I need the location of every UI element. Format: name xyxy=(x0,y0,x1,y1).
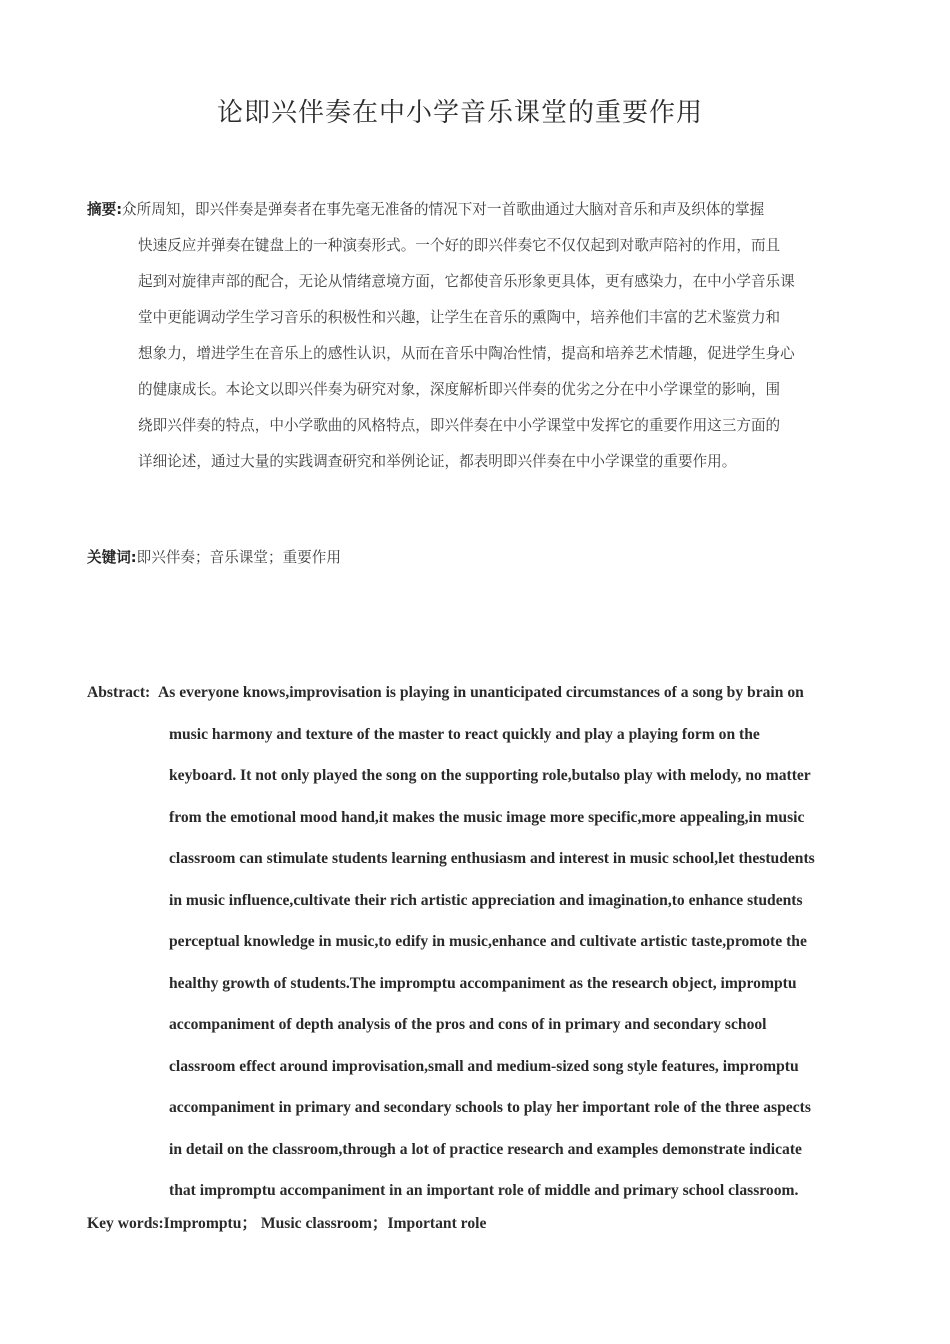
english-keywords-label: Key words: xyxy=(87,1215,164,1232)
english-abstract-line: accompaniment of depth analysis of the pros and cons of in primary and secondary school xyxy=(169,1016,767,1033)
paper-title: 论即兴伴奏在中小学音乐课堂的重要作用 xyxy=(216,98,703,128)
english-abstract-first-line: As everyone knows,improvisation is playing in unanticipated circumstances of a song by brain on xyxy=(158,684,804,701)
chinese-abstract-line: 详细论述，通过大量的实践调查研究和举例论证，都表明即兴伴奏在中小学课堂的重要作用。 xyxy=(138,453,737,470)
english-keywords-text: Impromptu； Music classroom；Important role xyxy=(163,1215,487,1232)
chinese-keywords-label: 关键词: xyxy=(87,549,137,566)
chinese-abstract-line: 想象力，增进学生在音乐上的感性认识，从而在音乐中陶冶性情，提高和培养艺术情趣，促进学生身心 xyxy=(138,345,795,362)
english-abstract-line: in music influence,cultivate their rich artistic appreciation and imagination,to enhance students xyxy=(169,891,803,909)
chinese-abstract-first-line: 众所周知，即兴伴奏是弹奏者在事先毫无准备的情况下对一首歌曲通过大脑对音乐和声及织体的掌握 xyxy=(122,201,765,218)
english-keywords xyxy=(87,1212,867,1236)
english-abstract-line: accompaniment in primary and secondary schools to play her important role of the three aspects xyxy=(169,1099,811,1116)
english-abstract xyxy=(87,672,867,1212)
english-abstract-line: healthy growth of students.The impromptu accompaniment as the research object, impromptu xyxy=(169,974,797,992)
english-abstract-line: classroom can stimulate students learning enthusiasm and interest in music school,let thestudents xyxy=(169,850,815,867)
english-abstract-line: that impromptu accompaniment in an important role of middle and primary school classroom. xyxy=(169,1182,799,1199)
chinese-abstract-line: 堂中更能调动学生学习音乐的积极性和兴趣，让学生在音乐的熏陶中，培养他们丰富的艺术鉴赏力和 xyxy=(138,309,781,326)
chinese-abstract-line: 快速反应并弹奏在键盘上的一种演奏形式。一个好的即兴伴奏它不仅仅起到对歌声陪衬的作用，而且 xyxy=(138,237,781,254)
chinese-keywords xyxy=(87,546,867,570)
english-abstract-line: from the emotional mood hand,it makes the music image more specific,more appealing,in music xyxy=(169,808,805,826)
english-abstract-line: music harmony and texture of the master to react quickly and play a playing form on the xyxy=(169,725,760,743)
english-abstract-line: classroom effect around improvisation,small and medium-sized song style features, impromptu xyxy=(169,1057,799,1075)
english-abstract-line: keyboard. It not only played the song on the supporting role,butalso play with melody, no matter xyxy=(169,767,811,784)
chinese-abstract-line: 起到对旋律声部的配合，无论从情绪意境方面，它都使音乐形象更具体，更有感染力，在中小学音乐课 xyxy=(138,273,795,290)
chinese-abstract-line: 的健康成长。本论文以即兴伴奏为研究对象，深度解析即兴伴奏的优劣之分在中小学课堂的影响，围 xyxy=(138,381,781,398)
chinese-keywords-text: 即兴伴奏；音乐课堂；重要作用 xyxy=(136,549,341,566)
english-abstract-label: Abstract: xyxy=(87,684,151,701)
chinese-abstract-label: 摘要: xyxy=(87,201,123,218)
chinese-abstract-line: 绕即兴伴奏的特点，中小学歌曲的风格特点，即兴伴奏在中小学课堂中发挥它的重要作用这三方面的 xyxy=(138,417,781,434)
english-abstract-line: in detail on the classroom,through a lot of practice research and examples demonstrate indicate xyxy=(169,1140,802,1158)
english-abstract-line: perceptual knowledge in music,to edify in music,enhance and cultivate artistic taste,promote the xyxy=(169,933,807,950)
chinese-abstract xyxy=(87,192,865,480)
